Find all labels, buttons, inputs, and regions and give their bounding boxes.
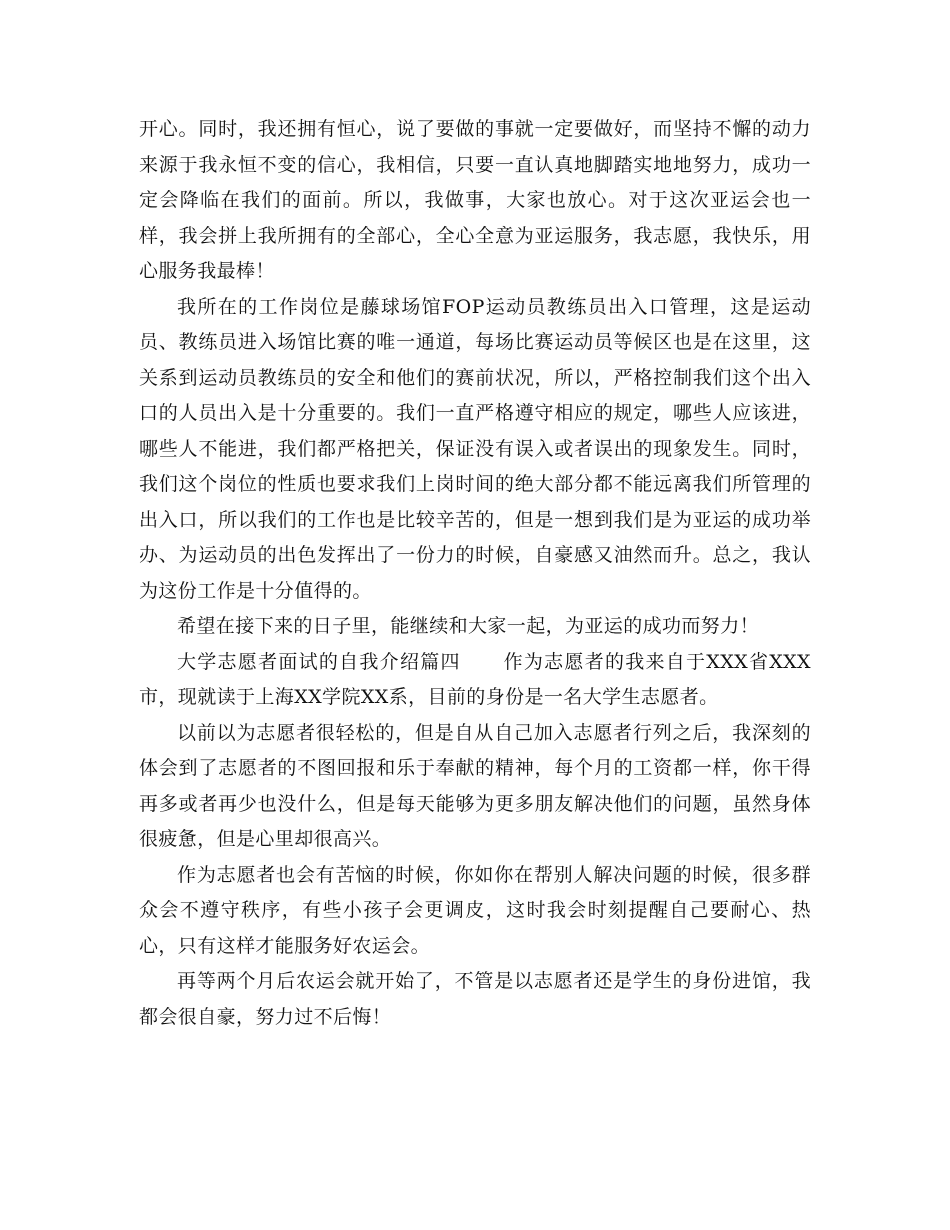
paragraph-6: 作为志愿者也会有苦恼的时候，你如你在帮别人解决问题的时候，很多群众会不遵守秩序，有些小孩子会更调皮，这时我会时刻提醒自己要耐心、热心，只有这样才能服务好农运会。 bbox=[139, 863, 811, 957]
paragraph-1: 开心。同时，我还拥有恒心，说了要做的事就一定要做好，而坚持不懈的动力来源于我永恒不变的信心，我相信，只要一直认真地脚踏实地地努力，成功一定会降临在我们的面前。所以，我做事，大家也放心。对于这次亚运会也一样，我会拼上我所拥有的全部心，全心全意为亚运服务，我志愿，我快乐，用心服务我最棒！ bbox=[139, 118, 811, 282]
document-body bbox=[139, 112, 811, 1035]
paragraph-7: 再等两个月后农运会就开始了，不管是以志愿者还是学生的身份进馆，我都会很自豪，努力过不后悔！ bbox=[139, 970, 811, 1028]
paragraph-5: 以前以为志愿者很轻松的，但是自从自己加入志愿者行列之后，我深刻的体会到了志愿者的不图回报和乐于奉献的精神，每个月的工资都一样，你干得再多或者再少也没什么，但是每天能够为更多朋友解决他们的问题，虽然身体很疲惫，但是心里却很高兴。 bbox=[139, 721, 811, 850]
paragraph-2: 我所在的工作岗位是藤球场馆FOP运动员教练员出入口管理，这是运动员、教练员进入场馆比赛的唯一通道，每场比赛运动员等候区也是在这里，这关系到运动员教练员的安全和他们的赛前状况，所以，严格控制我们这个出入口的人员出入是十分重要的。我们一直严格遵守相应的规定，哪些人应该进，哪些人不能进，我们都严格把关，保证没有误入或者误出的现象发生。同时，我们这个岗位的性质也要求我们上岗时间的绝大部分都不能远离我们所管理的出入口，所以我们的工作也是比较辛苦的，但是一想到我们是为亚运的成功举办、为运动员的出色发挥出了一份力的时候，自豪感又油然而升。总之，我认为这份工作是十分值得的。 bbox=[139, 295, 811, 602]
section-intro: 作为志愿者的我来自于XXX省XXX市，现就读于上海XX学院XX系，目前的身份是一名大学生志愿者。 bbox=[139, 650, 811, 708]
paragraph-3: 希望在接下来的日子里，能继续和大家一起，为亚运的成功而努力！ bbox=[177, 615, 760, 637]
section-paragraph bbox=[139, 645, 811, 716]
section-heading: 大学志愿者面试的自我介绍篇四 bbox=[177, 650, 461, 673]
